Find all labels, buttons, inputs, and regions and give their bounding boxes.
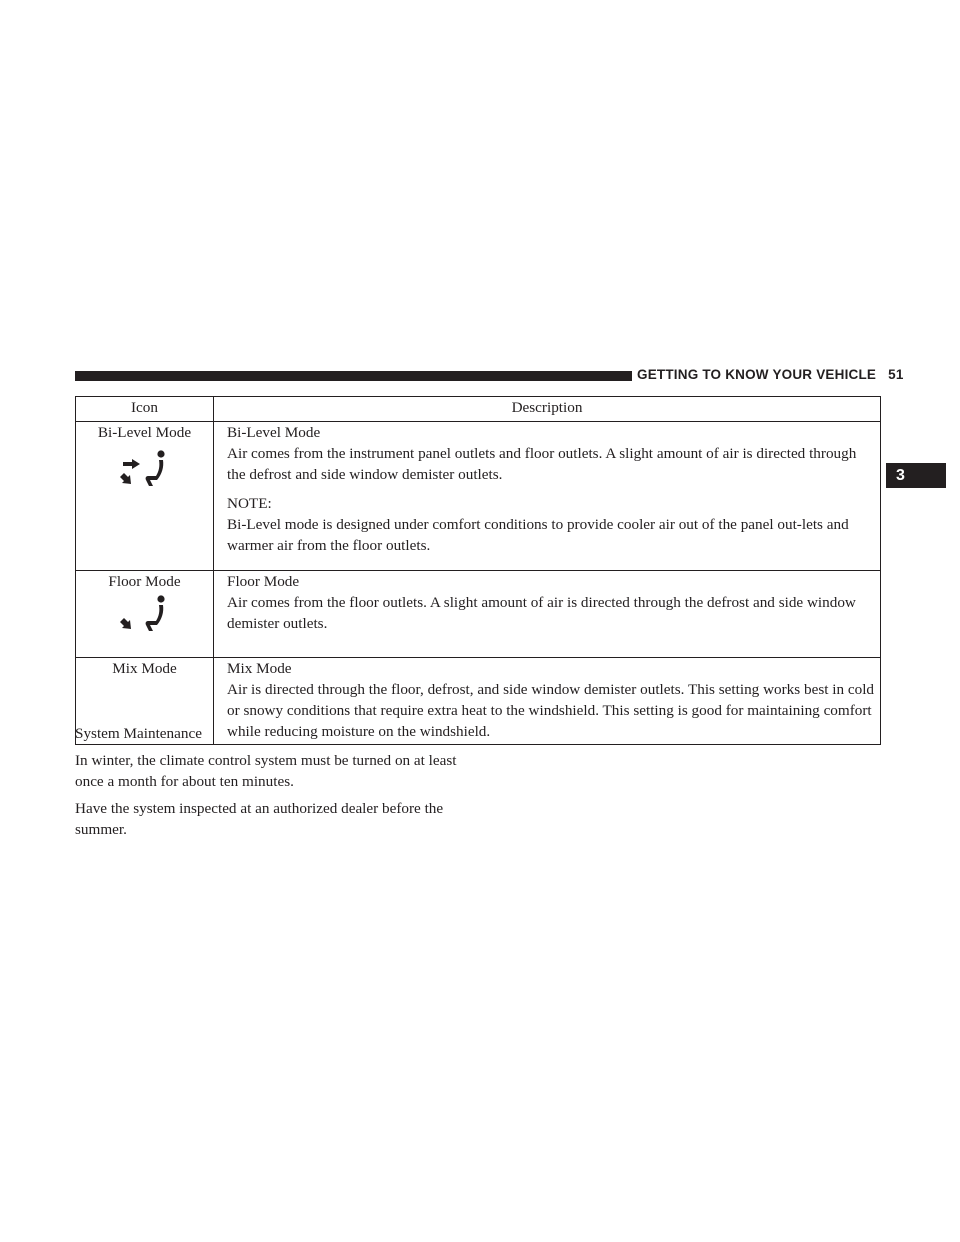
mode-name: Mix Mode: [112, 660, 177, 677]
note-label: NOTE:: [227, 495, 272, 512]
climate-modes-table: [75, 396, 881, 745]
description-title: Mix Mode: [227, 660, 292, 677]
header-divider: [625, 371, 632, 381]
running-header: [637, 367, 904, 382]
section-title: GETTING TO KNOW YOUR VEHICLE: [637, 367, 877, 382]
mode-name: Floor Mode: [108, 573, 181, 590]
section-heading: System Maintenance: [75, 725, 202, 742]
paragraph: In winter, the climate control system must be turned on at least once a month for about ten minutes.: [75, 752, 457, 790]
description-title: Bi-Level Mode: [227, 424, 321, 441]
table-row: [76, 422, 881, 571]
description-title: Floor Mode: [227, 573, 300, 590]
description-cell: [214, 422, 881, 571]
icon-cell: [76, 422, 214, 571]
description-cell: [214, 571, 881, 658]
column-header-description: Description: [214, 397, 881, 422]
icon-cell: [76, 571, 214, 658]
floor-mode-icon: [115, 592, 175, 642]
table-row: [76, 571, 881, 658]
note-body: Bi-Level mode is designed under comfort conditions to provide cooler air out of the panel out-lets and warmer air from the floor outlets.: [227, 516, 849, 554]
chapter-tab: 3: [886, 463, 946, 488]
header-bar: [75, 371, 625, 381]
table-header-row: [76, 397, 881, 422]
mode-name: Bi-Level Mode: [97, 424, 192, 441]
description-body: Air is directed through the floor, defrost, and side window demister outlets. This setting works best in cold or snowy conditions that require extra heat to the windshield. This setting is good for maintaining comfort while reducing moisture on the windshield.: [227, 681, 875, 740]
paragraph: Have the system inspected at an authorized dealer before the summer.: [75, 800, 444, 838]
bi-level-mode-icon: [115, 443, 175, 493]
column-header-icon: Icon: [76, 397, 214, 422]
description-body: Air comes from the instrument panel outlets and floor outlets. A slight amount of air is directed through the defrost and side window demister outlets.: [227, 445, 857, 483]
description-body: Air comes from the floor outlets. A slight amount of air is directed through the defrost and side window demister outlets.: [227, 594, 856, 632]
page-number: 51: [888, 367, 904, 382]
